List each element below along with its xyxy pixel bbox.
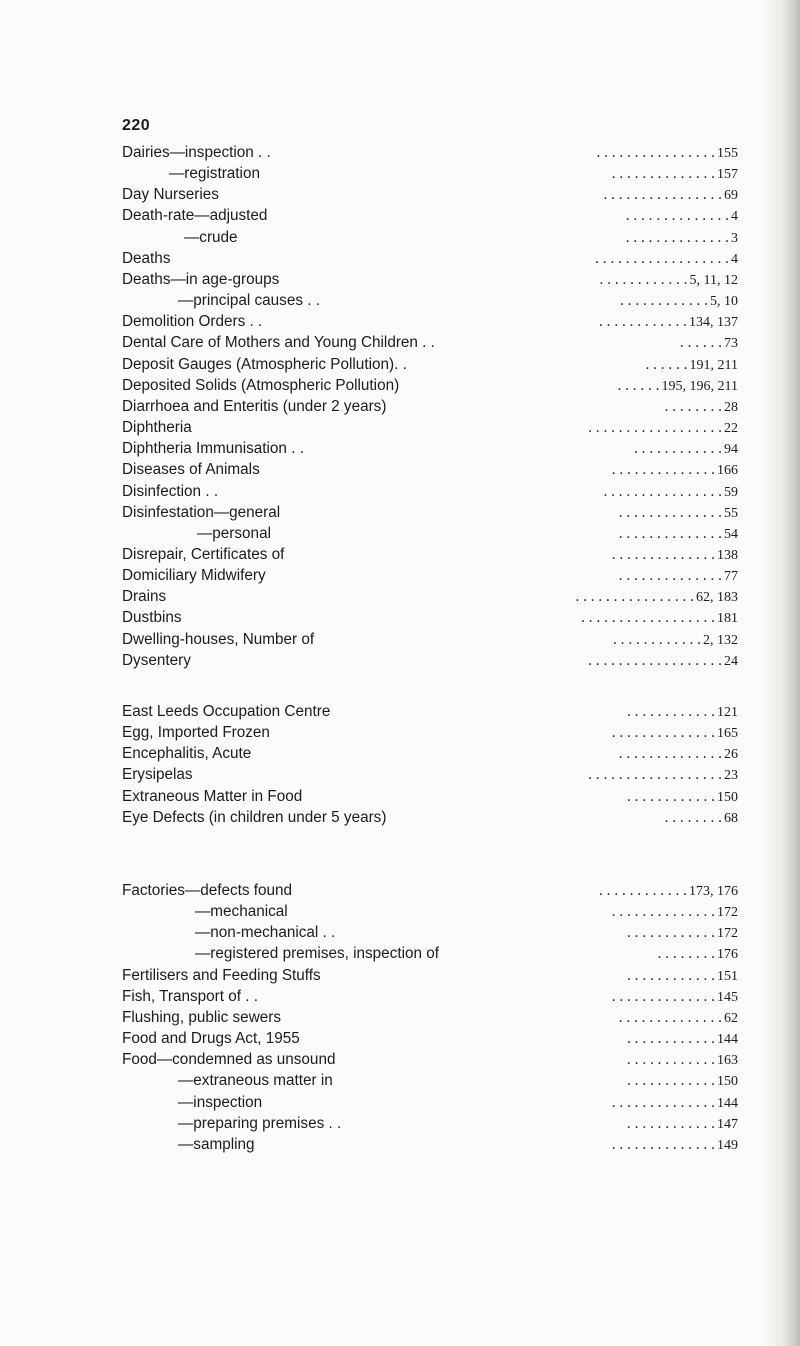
dot-leader: . . . . . . . . . . . . xyxy=(613,630,701,648)
dot-leader: . . . . . . . . . . . . . . . . . . xyxy=(588,766,722,784)
dot-leader: . . . . . . . . . . . . . . xyxy=(611,165,715,183)
entry-term: Food and Drugs Act, 1955 xyxy=(122,1030,300,1048)
index-entry xyxy=(122,459,738,480)
entry-page-refs: 147 xyxy=(717,1116,738,1132)
dot-leader: . . . . . . . . . . . . xyxy=(599,270,688,288)
entry-page-refs: 150 xyxy=(717,1074,738,1090)
entry-term: Factories—defects found xyxy=(122,882,293,899)
entry-term: Diarrhoea and Enteritis (under 2 years) xyxy=(122,397,387,415)
dot-leader: . . . . . . . . . . . . . . xyxy=(611,1093,715,1111)
entry-term: Diseases of Animals xyxy=(122,461,260,479)
dot-leader: . . . . . . . . xyxy=(657,945,715,963)
dot-leader: . . . . . . xyxy=(617,376,660,394)
entry-term: Disinfection . . xyxy=(122,482,219,500)
dot-leader: . . . . . . . . . . . . xyxy=(627,1114,715,1132)
dot-leader: . . . . . . . . . . . . . . xyxy=(625,207,729,225)
entry-page-refs: 144 xyxy=(717,1095,738,1111)
dot-leader: . . . . . . . . . . . . . . xyxy=(611,987,715,1005)
index-section-d xyxy=(122,142,738,671)
entry-page-refs: 5, 10 xyxy=(710,294,738,310)
index-entry xyxy=(122,743,738,764)
entry-page-refs: 2, 132 xyxy=(703,632,738,648)
index-entry xyxy=(122,1070,738,1091)
dot-leader: . . . . . . . . . . . . . . xyxy=(625,228,729,246)
entry-term: Demolition Orders . . xyxy=(122,313,263,331)
dot-leader: . . . . . . . . . . . . xyxy=(627,924,715,942)
entry-term: —principal causes . . xyxy=(178,292,320,310)
index-entry xyxy=(122,269,738,290)
entry-page-refs: 138 xyxy=(717,547,738,563)
index-section-e xyxy=(122,701,738,828)
entry-page-refs: 59 xyxy=(724,484,738,500)
index-entry xyxy=(122,1049,738,1070)
dot-leader: . . . . . . . . . . . . . . xyxy=(611,724,715,742)
dot-leader: . . . . . . . . . . . . xyxy=(627,1051,715,1069)
index-entry xyxy=(122,650,738,671)
index-entry xyxy=(122,1028,738,1049)
index-entry xyxy=(122,880,738,901)
dot-leader: . . . . . . . . . . . . xyxy=(620,292,708,310)
entry-term: Encephalitis, Acute xyxy=(122,745,252,763)
index-entry xyxy=(122,290,738,311)
index-entry xyxy=(122,965,738,986)
entry-page-refs: 28 xyxy=(724,399,738,415)
index-entry xyxy=(122,1007,738,1028)
index-entry xyxy=(122,523,738,544)
entry-term: —registration xyxy=(169,165,260,183)
entry-page-refs: 69 xyxy=(724,188,738,204)
dot-leader: . . . . . . . . xyxy=(664,808,722,826)
dot-leader: . . . . . . . . . . . . . . xyxy=(618,745,722,763)
index-entry xyxy=(122,417,738,438)
entry-page-refs: 191, 211 xyxy=(689,357,738,373)
entry-page-refs: 134, 137 xyxy=(689,315,738,331)
index-entry xyxy=(122,205,738,226)
index-section-f xyxy=(122,880,738,1155)
entry-term: Diphtheria xyxy=(122,419,192,437)
entry-term: Domiciliary Midwifery xyxy=(122,567,266,585)
index-entry xyxy=(122,438,738,459)
entry-term: Flushing, public sewers xyxy=(122,1008,281,1026)
dot-leader: . . . . . . . . . . . . xyxy=(627,966,715,984)
entry-term: —crude xyxy=(184,228,238,246)
entry-page-refs: 165 xyxy=(717,726,738,742)
entry-term: Fish, Transport of . . xyxy=(122,987,259,1005)
index-entry xyxy=(122,396,738,417)
page-edge-shadow xyxy=(762,0,800,1346)
entry-page-refs: 5, 11, 12 xyxy=(689,272,738,288)
index-entry xyxy=(122,142,738,163)
entry-page-refs: 23 xyxy=(724,768,738,784)
dot-leader: . . . . . . . . . . . . . . xyxy=(611,461,715,479)
entry-term: Erysipelas xyxy=(122,766,193,784)
entry-term: Eye Defects (in children under 5 years) xyxy=(122,808,387,826)
index-entry xyxy=(122,375,738,396)
entry-page-refs: 172 xyxy=(717,926,738,942)
entry-page-refs: 62, 183 xyxy=(696,590,738,606)
entry-page-refs: 22 xyxy=(724,421,738,437)
dot-leader: . . . . . . . . . . . . . . . . xyxy=(603,186,722,204)
dot-leader: . . . . . . xyxy=(679,334,722,352)
index-entry xyxy=(122,248,738,269)
entry-term: Death-rate—adjusted xyxy=(122,207,268,225)
index-entry xyxy=(122,807,738,828)
dot-leader: . . . . . . . . . . . . . . xyxy=(618,1008,722,1026)
index-entry xyxy=(122,986,738,1007)
entry-term: Dustbins xyxy=(122,609,182,627)
entry-page-refs: 155 xyxy=(717,146,738,161)
dot-leader: . . . . . . . . . . . . . . . . xyxy=(603,482,722,500)
index-entry xyxy=(122,722,738,743)
dot-leader: . . . . . . . . . . . . . . . . . . xyxy=(595,249,729,267)
entry-page-refs: 157 xyxy=(717,167,738,183)
dot-leader: . . . . . . . . . . . . . . . . xyxy=(596,144,715,161)
dot-leader: . . . . . . . . . . . . . . xyxy=(611,545,715,563)
entry-page-refs: 3 xyxy=(731,230,738,246)
entry-term: Deposited Solids (Atmospheric Pollution) xyxy=(122,376,400,394)
entry-term: —inspection xyxy=(178,1093,263,1111)
entry-page-refs: 77 xyxy=(724,569,738,585)
index-entry xyxy=(122,1134,738,1155)
entry-term: —preparing premises . . xyxy=(178,1114,342,1132)
dot-leader: . . . . . . . . . . . . xyxy=(627,787,715,805)
index-entry xyxy=(122,1113,738,1134)
index-entry xyxy=(122,701,738,722)
entry-term: —non-mechanical . . xyxy=(195,924,336,942)
entry-term: Dairies—inspection . . xyxy=(122,144,271,161)
entry-page-refs: 24 xyxy=(724,653,738,669)
index-entry xyxy=(122,901,738,922)
entry-term: Drains xyxy=(122,588,167,606)
dot-leader: . . . . . . xyxy=(645,355,688,373)
entry-term: Diphtheria Immunisation . . xyxy=(122,440,304,458)
entry-term: —personal xyxy=(197,524,271,542)
dot-leader: . . . . . . . . . . . . . . xyxy=(618,524,722,542)
entry-term: Dental Care of Mothers and Young Children . . xyxy=(122,334,435,352)
index-entry xyxy=(122,922,738,943)
dot-leader: . . . . . . . . . . . . xyxy=(599,313,687,331)
entry-page-refs: 68 xyxy=(724,810,738,826)
entry-page-refs: 145 xyxy=(717,989,738,1005)
entry-page-refs: 163 xyxy=(717,1053,738,1069)
entry-page-refs: 173, 176 xyxy=(689,884,738,899)
entry-term: —sampling xyxy=(178,1135,255,1153)
dot-leader: . . . . . . . . . . . . xyxy=(599,882,687,899)
dot-leader: . . . . . . . . . . . . xyxy=(634,440,722,458)
dot-leader: . . . . . . . . . . . . . . xyxy=(618,503,722,521)
entry-term: Deaths xyxy=(122,249,171,267)
dot-leader: . . . . . . . . . . . . . . . . . . xyxy=(588,651,722,669)
entry-page-refs: 94 xyxy=(724,442,738,458)
index-entry xyxy=(122,163,738,184)
dot-leader: . . . . . . . . . . . . xyxy=(627,703,715,720)
dot-leader: . . . . . . . . . . . . . . xyxy=(618,567,722,585)
entry-page-refs: 149 xyxy=(717,1137,738,1153)
entry-page-refs: 144 xyxy=(717,1032,738,1048)
dot-leader: . . . . . . . . . . . . . . xyxy=(611,1135,715,1153)
entry-page-refs: 4 xyxy=(731,209,738,225)
entry-page-refs: 195, 196, 211 xyxy=(661,378,738,394)
index-entry xyxy=(122,354,738,375)
entry-page-refs: 166 xyxy=(717,463,738,479)
entry-page-refs: 73 xyxy=(724,336,738,352)
index-entry xyxy=(122,502,738,523)
index-entry xyxy=(122,586,738,607)
entry-term: Dwelling-houses, Number of xyxy=(122,630,315,648)
entry-page-refs: 151 xyxy=(717,968,738,984)
entry-page-refs: 62 xyxy=(724,1010,738,1026)
entry-page-refs: 55 xyxy=(724,505,738,521)
index-entry xyxy=(122,629,738,650)
entry-page-refs: 26 xyxy=(724,747,738,763)
entry-page-refs: 54 xyxy=(724,526,738,542)
index-entry xyxy=(122,1092,738,1113)
entry-page-refs: 121 xyxy=(717,705,738,720)
index-entry xyxy=(122,544,738,565)
dot-leader: . . . . . . . . . . . . xyxy=(627,1030,715,1048)
page-number: 220 xyxy=(122,117,151,134)
entry-page-refs: 181 xyxy=(717,611,738,627)
entry-term: Extraneous Matter in Food xyxy=(122,787,303,805)
entry-page-refs: 176 xyxy=(717,947,738,963)
entry-term: Day Nurseries xyxy=(122,186,219,204)
entry-term: Food—condemned as unsound xyxy=(122,1051,336,1069)
dot-leader: . . . . . . . . . . . . xyxy=(627,1072,715,1090)
entry-term: Fertilisers and Feeding Stuffs xyxy=(122,966,321,984)
entry-term: —mechanical xyxy=(195,903,288,921)
index-entry xyxy=(122,565,738,586)
entry-term: Disrepair, Certificates of xyxy=(122,545,285,563)
dot-leader: . . . . . . . . . . . . . . . . . . xyxy=(581,609,715,627)
index-entry xyxy=(122,332,738,353)
dot-leader: . . . . . . . . . . . . . . . . xyxy=(575,588,694,606)
entry-page-refs: 4 xyxy=(731,251,738,267)
dot-leader: . . . . . . . . . . . . . . xyxy=(611,903,715,921)
entry-term: —extraneous matter in xyxy=(178,1072,333,1090)
index-entry xyxy=(122,786,738,807)
entry-term: Egg, Imported Frozen xyxy=(122,724,270,742)
entry-page-refs: 150 xyxy=(717,789,738,805)
index-entry xyxy=(122,311,738,332)
index-entry xyxy=(122,943,738,964)
dot-leader: . . . . . . . . . . . . . . . . . . xyxy=(588,419,722,437)
entry-term: East Leeds Occupation Centre xyxy=(122,703,331,720)
index-entry xyxy=(122,184,738,205)
entry-term: Disinfestation—general xyxy=(122,503,281,521)
dot-leader: . . . . . . . . xyxy=(664,397,722,415)
index-entry xyxy=(122,764,738,785)
index-entry xyxy=(122,227,738,248)
entry-term: Deaths—in age-groups xyxy=(122,270,280,288)
index-entry xyxy=(122,481,738,502)
entry-term: —registered premises, inspection of xyxy=(195,945,440,963)
entry-term: Deposit Gauges (Atmospheric Pollution). . xyxy=(122,355,407,373)
entry-page-refs: 172 xyxy=(717,905,738,921)
entry-term: Dysentery xyxy=(122,651,191,669)
index-entry xyxy=(122,607,738,628)
